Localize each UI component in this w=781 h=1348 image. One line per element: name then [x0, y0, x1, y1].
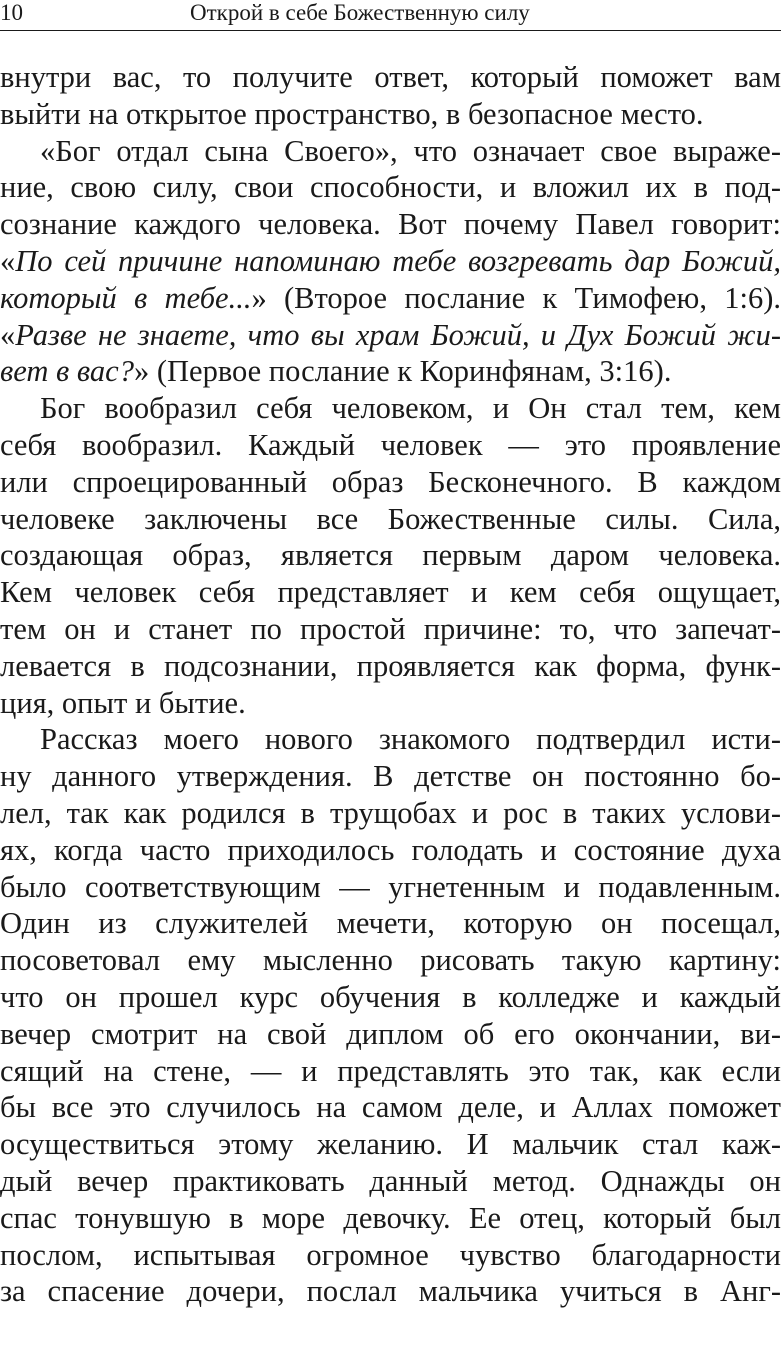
quote-segment: Разве не знаете, что вы храм Божий, и Дух Божий жи- — [15, 317, 781, 352]
quote-segment: который в тебе... — [0, 280, 252, 315]
text-segment: что он прошел курс обучения в колледже и каждый — [0, 979, 781, 1014]
text-line — [0, 206, 781, 243]
text-segment: сящий на стене, — и представлять это так, как если — [0, 1053, 781, 1088]
text-line — [0, 611, 781, 648]
text-line — [0, 1089, 781, 1126]
text-line — [0, 133, 781, 170]
text-line — [0, 1016, 781, 1053]
quote-segment: По сей причине напоминаю тебе возгревать дар Божий, — [15, 243, 781, 278]
text-line — [0, 1200, 781, 1237]
text-segment: « — [0, 317, 16, 352]
text-line — [0, 317, 781, 354]
text-line — [0, 280, 781, 317]
text-segment: ну данного утверждения. В детстве он постоянно бо- — [0, 759, 781, 794]
text-segment: тем он и станет по простой причине: то, что запечат- — [0, 611, 781, 646]
text-line — [0, 1237, 781, 1274]
text-line — [0, 1126, 781, 1163]
quote-segment: вет в вас? — [0, 354, 134, 389]
text-line — [0, 501, 781, 538]
text-line — [0, 685, 781, 722]
text-line — [0, 1163, 781, 1200]
text-segment: «Бог отдал сына Своего», что означает свое выраже- — [40, 133, 781, 168]
text-segment: посоветовал ему мысленно рисовать такую картину: — [0, 943, 781, 978]
text-line — [0, 869, 781, 906]
body-text — [0, 59, 781, 1310]
text-segment: сознание каждого человека. Вот почему Павел говорит: — [0, 207, 781, 242]
text-segment: себя вообразил. Каждый человек — это проявление — [0, 427, 781, 462]
text-line — [0, 795, 781, 832]
text-segment: спас тонувшую в море девочку. Ее отец, который был — [0, 1200, 781, 1235]
text-segment: вечер смотрит на свой диплом об его окончании, ви- — [0, 1016, 781, 1051]
text-segment: Один из служителей мечети, которую он посещал, — [0, 906, 781, 941]
text-segment: создающая образ, является первым даром человека. — [0, 538, 781, 573]
text-line — [0, 96, 781, 133]
running-title: Открой в себе Божественную силу — [190, 0, 530, 25]
text-line — [0, 721, 781, 758]
text-line — [0, 1273, 781, 1310]
text-segment: » (Первое послание к Коринфянам, 3:16). — [133, 354, 672, 389]
text-segment: лел, так как родился в трущобах и рос в таких услови- — [0, 795, 781, 830]
page-header — [0, 0, 781, 31]
text-line — [0, 169, 781, 206]
text-segment: человеке заключены все Божественные силы. Сила, — [0, 501, 781, 536]
text-segment: Кем человек себя представляет и кем себя ощущает, — [0, 575, 781, 610]
text-line — [0, 942, 781, 979]
text-line — [0, 979, 781, 1016]
text-segment: ция, опыт и бытие. — [0, 685, 246, 720]
text-line — [0, 758, 781, 795]
text-line — [0, 1053, 781, 1090]
text-segment: внутри вас, то получите ответ, который поможет вам — [0, 60, 781, 94]
text-line — [0, 353, 781, 390]
text-line — [0, 243, 781, 280]
text-line — [0, 427, 781, 464]
text-segment: за спасение дочери, послал мальчика учиться в Анг- — [0, 1274, 781, 1309]
text-segment: Бог вообразил себя человеком, и Он стал тем, кем — [40, 391, 781, 426]
text-line — [0, 390, 781, 427]
text-segment: дый вечер практиковать данный метод. Однажды он — [0, 1163, 781, 1198]
text-segment: осуществиться этому желанию. И мальчик стал каж- — [0, 1127, 781, 1162]
text-line — [0, 574, 781, 611]
text-segment: послом, испытывая огромное чувство благодарности — [0, 1237, 781, 1272]
text-line — [0, 648, 781, 685]
text-segment: « — [0, 243, 16, 278]
text-segment: выйти на открытое пространство, в безопасное место. — [0, 96, 704, 131]
text-segment: » (Второе послание к Тимофею, 1:6). — [251, 280, 781, 315]
page-number: 10 — [0, 0, 23, 25]
text-segment: или спроецированный образ Бесконечного. В каждом — [0, 464, 781, 499]
text-segment: было соответствующим — угнетенным и подавленным. — [0, 869, 781, 904]
text-line — [0, 59, 781, 96]
text-segment: Рассказ моего нового знакомого подтвердил исти- — [40, 722, 781, 757]
text-segment: ях, когда часто приходилось голодать и состояние духа — [0, 832, 781, 867]
text-line — [0, 464, 781, 501]
text-segment: левается в подсознании, проявляется как форма, функ- — [0, 648, 781, 683]
text-line — [0, 537, 781, 574]
text-line — [0, 832, 781, 869]
text-line — [0, 905, 781, 942]
text-segment: бы все это случилось на самом деле, и Аллах поможет — [0, 1090, 781, 1125]
text-segment: ние, свою силу, свои способности, и вложил их в под- — [0, 170, 781, 205]
